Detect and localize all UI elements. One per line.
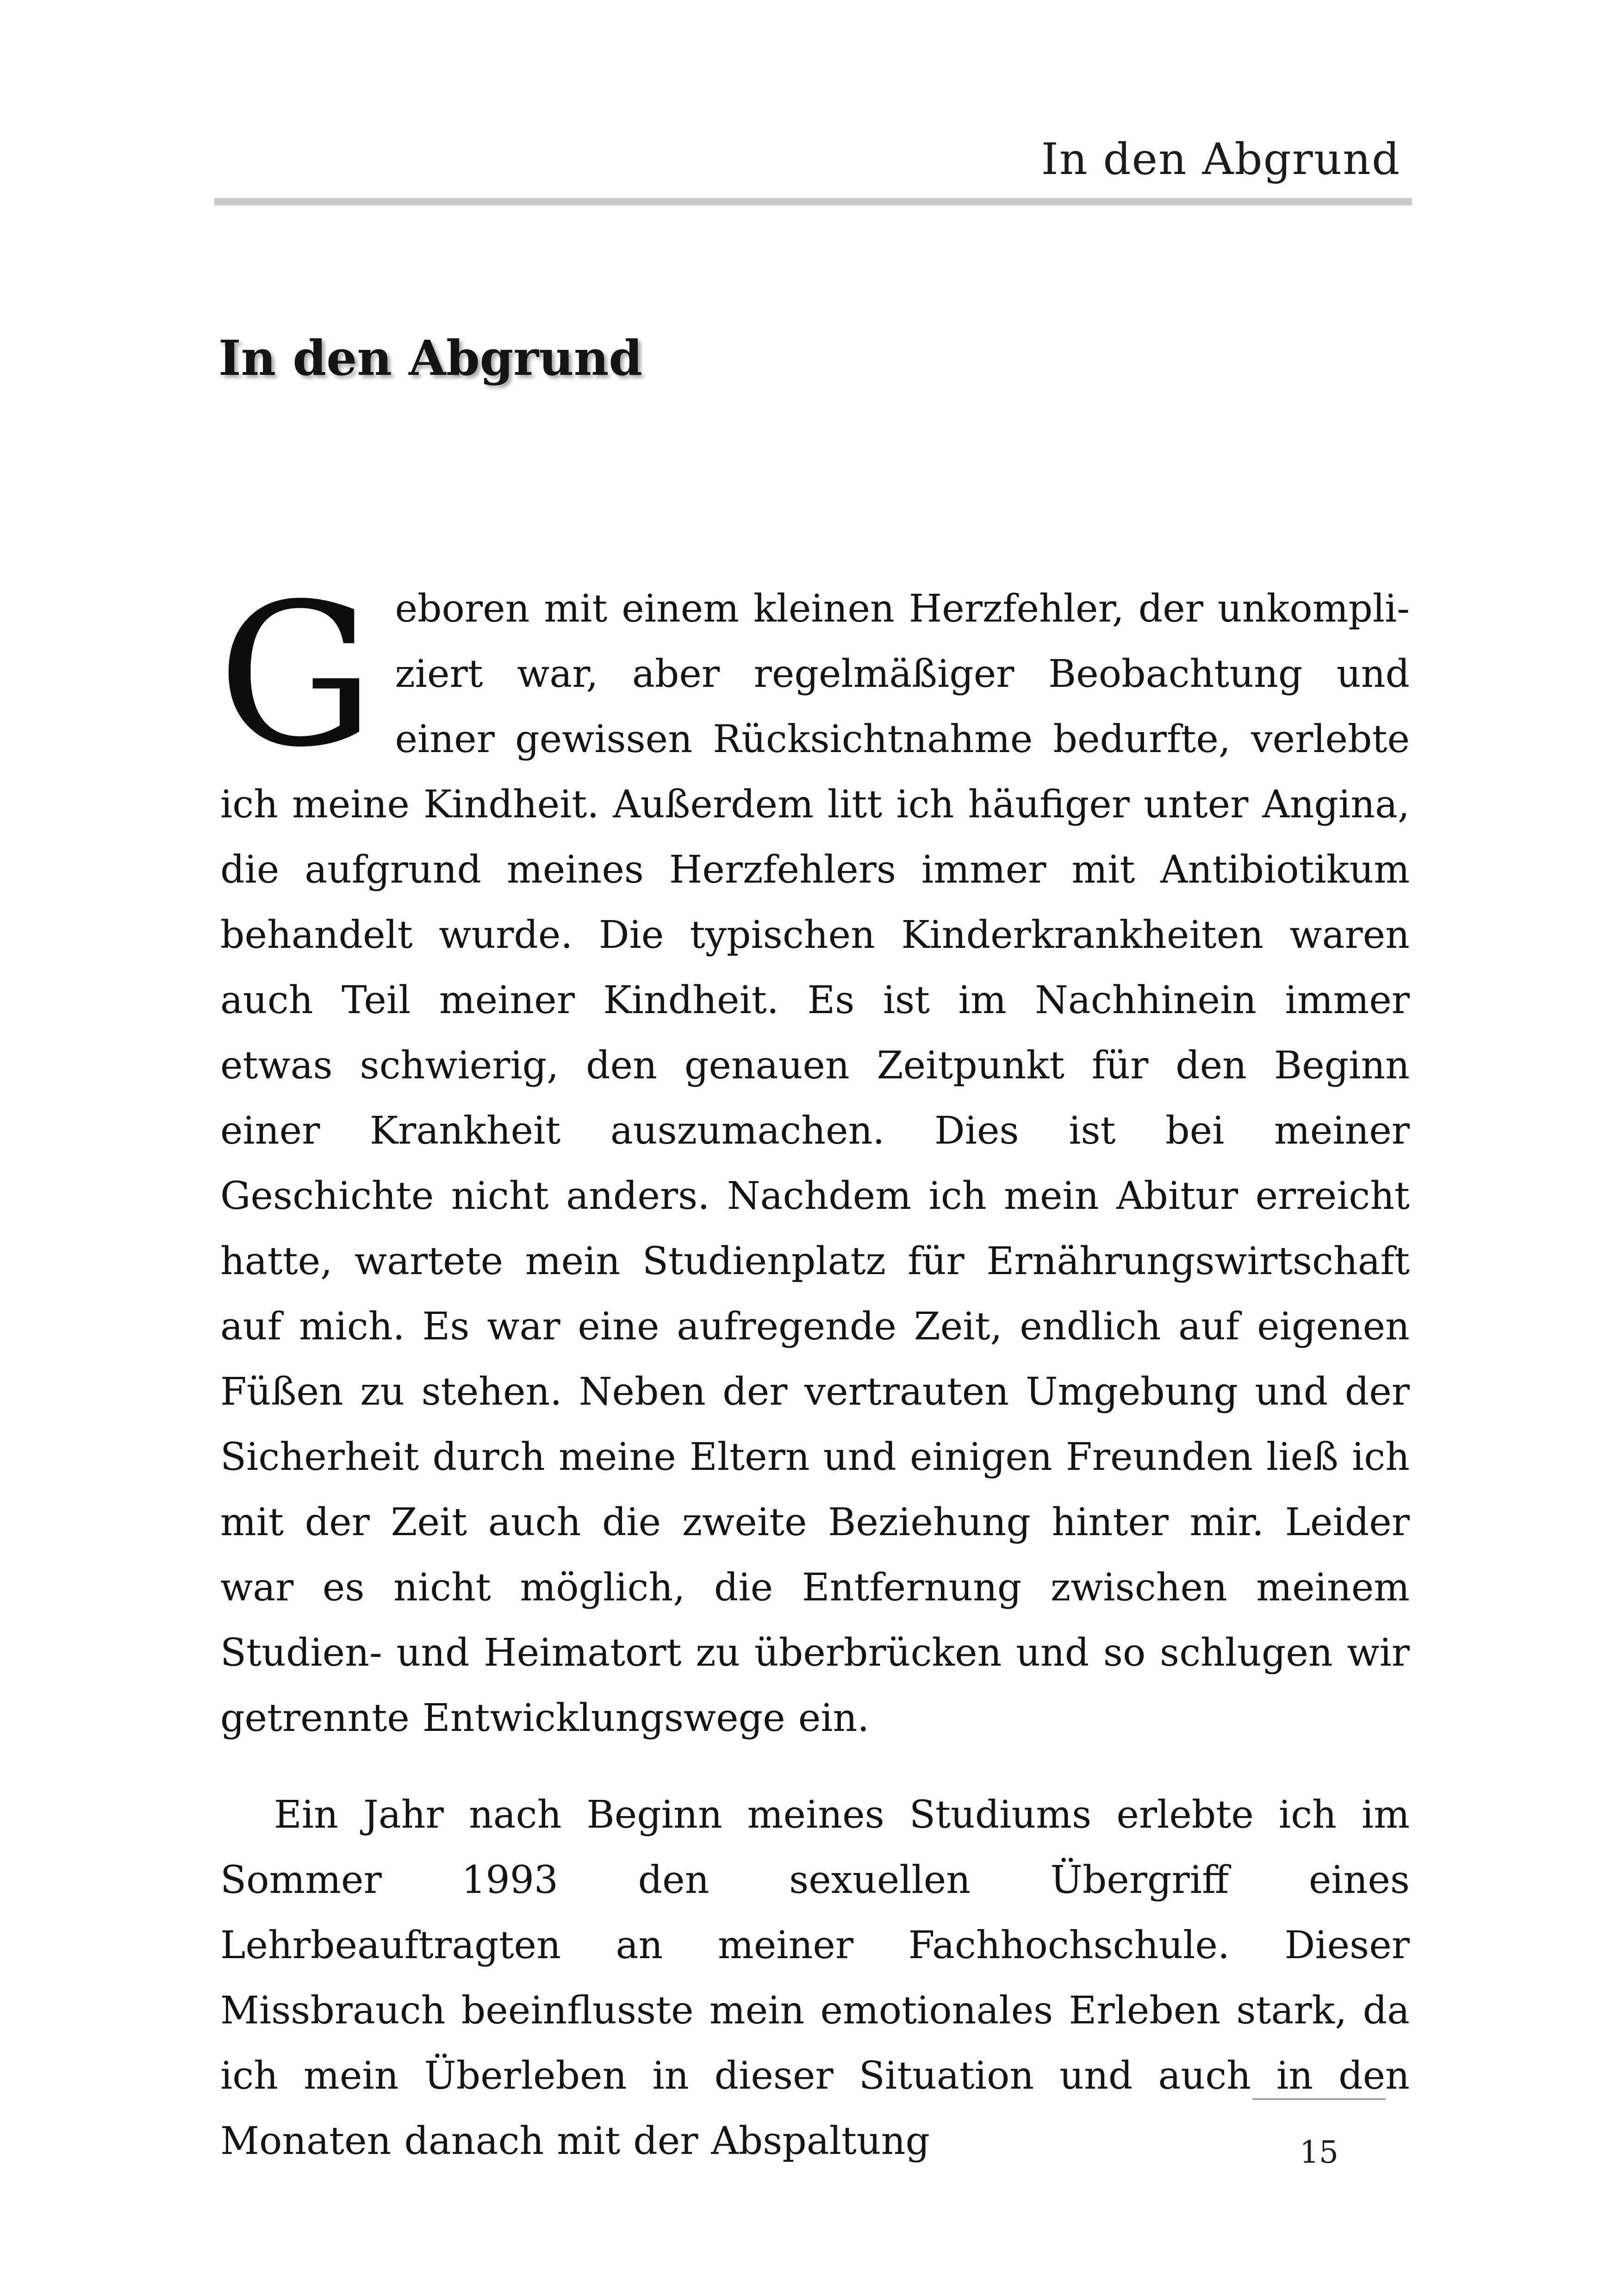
paragraph-2: Ein Jahr nach Beginn meines Studiums erlebte ich im Sommer 1993 den sexuellen Übergriff eines Lehrbeauftragten an meiner Fachhochschule. Dieser Missbrauch beeinflusste mein emotionales Erleben stark, da ich mein Überleben in dieser Situation und auch in den Monaten danach mit der Abspaltung bbox=[220, 1793, 1410, 2163]
footer-rule bbox=[1252, 2098, 1386, 2100]
page-number: 15 bbox=[1300, 2134, 1338, 2170]
paragraph-1 bbox=[218, 562, 1410, 1751]
running-head: In den Abgrund bbox=[1041, 134, 1400, 185]
drop-cap: G bbox=[218, 562, 375, 790]
body-text bbox=[218, 562, 1410, 2174]
chapter-title: In den Abgrund bbox=[218, 330, 643, 386]
header-rule bbox=[214, 198, 1412, 205]
paragraph-1-text: eboren mit einem kleinen Herzfehler, der unkompliziert war, aber regelmäßiger Beobachtung und einer gewissen Rücksichtnahme bedurfte, verlebte ich meine Kindheit. Außerdem litt ich häufiger unter Angina, die aufgrund meines Herzfehlers immer mit Antibiotikum behandelt wurde. Die typischen Kinderkrankheiten waren auch Teil meiner Kindheit. Es ist im Nachhinein immer etwas schwierig, den genauen Zeitpunkt für den Beginn einer Krankheit auszumachen. Dies ist bei meiner Geschichte nicht anders. Nachdem ich mein Abitur erreicht hatte, wartete mein Studienplatz für Ernährungswirtschaft auf mich. Es war eine aufregende Zeit, endlich auf eigenen Füßen zu stehen. Neben der vertrauten Umgebung und der Sicherheit durch meine Eltern und einigen Freunden ließ ich mit der Zeit auch die zweite Beziehung hinter mir. Leider war es nicht möglich, die Entfernung zwischen meinem Studien- und Heimatort zu überbrücken und so schlugen wir getrennte Entwicklungswege ein. bbox=[220, 587, 1410, 1740]
